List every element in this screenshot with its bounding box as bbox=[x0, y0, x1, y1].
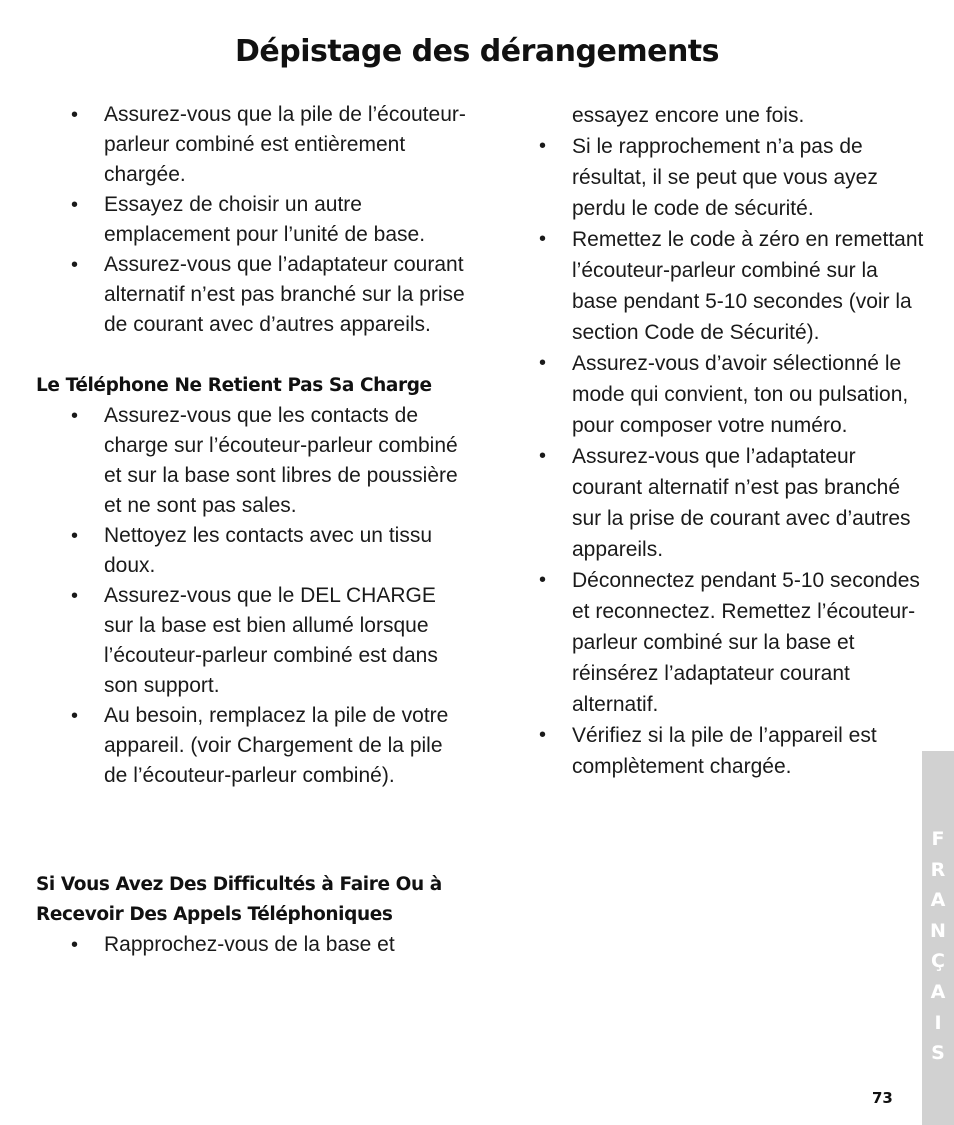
charge-bullet-list bbox=[36, 401, 466, 791]
left-column bbox=[36, 100, 466, 960]
right-column bbox=[505, 100, 925, 782]
list-item: • Assurez-vous que la pile de l’écouteur-parleur combiné est entièrement chargée. bbox=[36, 100, 466, 190]
list-item: • Vérifiez si la pile de l’appareil est complètement chargée. bbox=[505, 720, 925, 782]
list-item: • Assurez-vous que l’adaptateur courant alternatif n’est pas branché sur la prise de courant avec d’autres appareils. bbox=[36, 250, 466, 340]
language-tab-letter: F bbox=[931, 828, 945, 850]
list-item: • Assurez-vous que le DEL CHARGE sur la base est bien allumé lorsque l’écouteur-parleur combiné est dans son support. bbox=[36, 581, 466, 701]
language-tab bbox=[922, 751, 954, 1125]
list-item: • Déconnectez pendant 5-10 secondes et reconnectez. Remettez l’écouteur-parleur combiné sur la base et réinsérez l’adaptateur courant alternatif. bbox=[505, 565, 925, 720]
page-number: 73 bbox=[872, 1089, 893, 1107]
list-item: • Assurez-vous que les contacts de charge sur l’écouteur-parleur combiné et sur la base sont libres de poussière et ne sont pas sales. bbox=[36, 401, 466, 521]
section-heading-charge: Le Téléphone Ne Retient Pas Sa Charge bbox=[36, 375, 432, 396]
language-tab-label bbox=[922, 824, 954, 1069]
language-tab-letter: A bbox=[930, 980, 946, 1003]
list-item: • Essayez de choisir un autre emplacement pour l’unité de base. bbox=[36, 190, 466, 250]
list-item: • Nettoyez les contacts avec un tissu doux. bbox=[36, 521, 466, 581]
list-item: • Remettez le code à zéro en remettant l’écouteur-parleur combiné sur la base pendant 5-10 secondes (voir la section Code de Sécurité). bbox=[505, 224, 925, 348]
calls-bullet-list-continued bbox=[505, 131, 925, 782]
language-tab-letter: A bbox=[930, 889, 946, 912]
page-title: Dépistage des dérangements bbox=[234, 34, 720, 69]
calls-bullet-list bbox=[36, 930, 466, 960]
language-tab-letter: I bbox=[934, 1011, 942, 1034]
continued-text: essayez encore une fois. bbox=[572, 104, 805, 127]
list-item: • Si le rapprochement n’a pas de résultat, il se peut que vous ayez perdu le code de sécurité. bbox=[505, 131, 925, 224]
section-heading-calls: Si Vous Avez Des Difficultés à Faire Ou à Recevoir Des Appels Téléphoniques bbox=[36, 874, 442, 925]
list-item: • Assurez-vous que l’adaptateur courant alternatif n’est pas branché sur la prise de courant avec d’autres appareils. bbox=[505, 441, 925, 565]
language-tab-letter: Ç bbox=[931, 950, 945, 973]
list-item: • Assurez-vous d’avoir sélectionné le mode qui convient, ton ou pulsation, pour composer votre numéro. bbox=[505, 348, 925, 441]
list-item: • Rapprochez-vous de la base et bbox=[36, 930, 466, 960]
list-item: • Au besoin, remplacez la pile de votre appareil. (voir Chargement de la pile de l’écouteur-parleur combiné). bbox=[36, 701, 466, 791]
language-tab-letter: S bbox=[931, 1042, 945, 1065]
language-tab-letter: R bbox=[930, 858, 946, 881]
language-tab-letter: N bbox=[930, 919, 946, 942]
intro-bullet-list bbox=[36, 100, 466, 340]
